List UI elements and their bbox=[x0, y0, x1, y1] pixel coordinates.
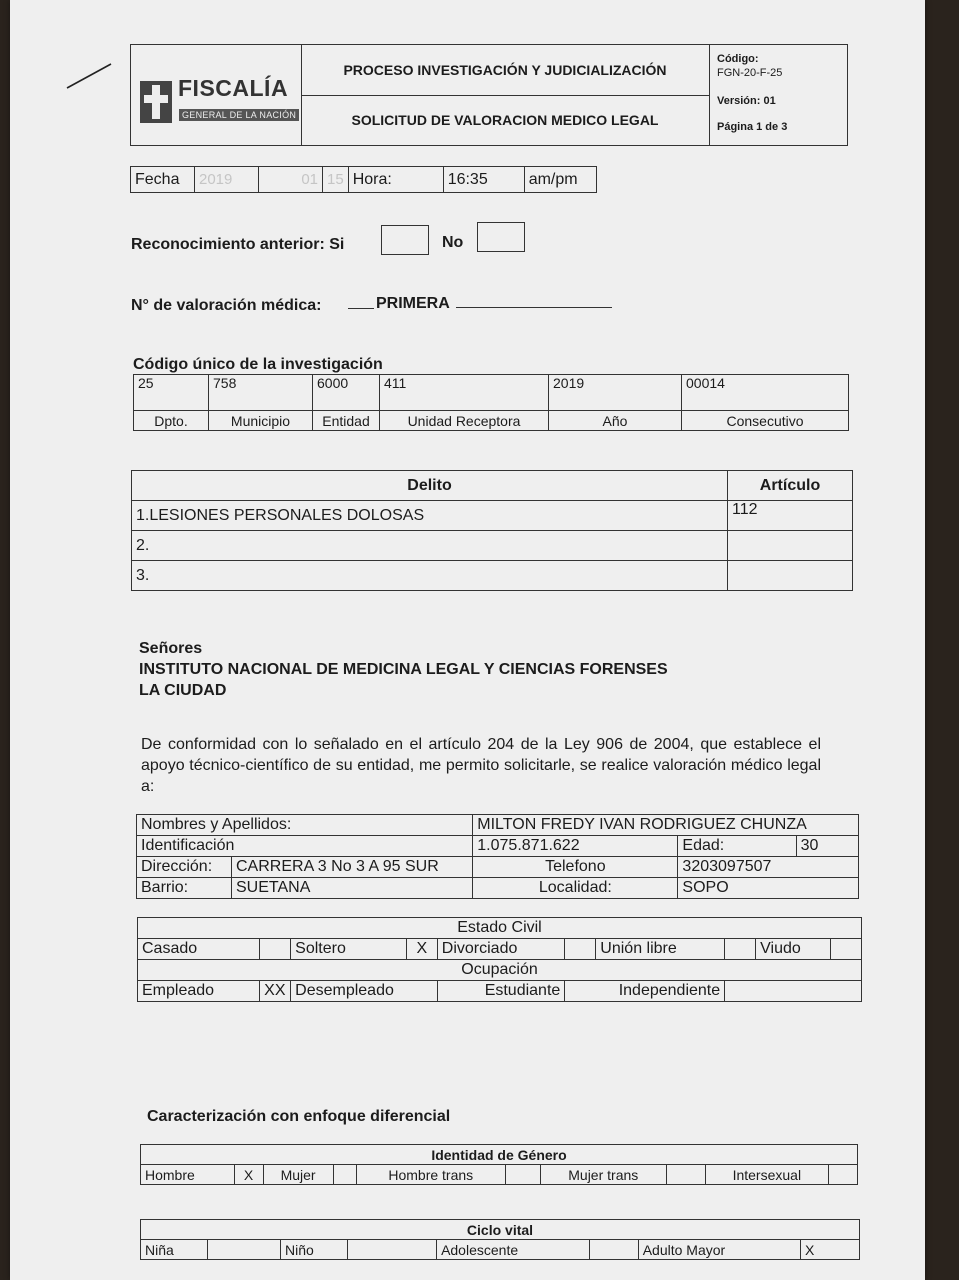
mujer-trans-label: Mujer trans bbox=[540, 1165, 666, 1185]
label-dpto: Dpto. bbox=[134, 411, 209, 431]
date-row bbox=[130, 166, 597, 193]
adolescente-label: Adolescente bbox=[437, 1240, 590, 1260]
valoracion-value: PRIMERA bbox=[376, 295, 450, 312]
codigo-dpto: 25 bbox=[134, 375, 209, 411]
recon-label: Reconocimiento anterior: Si bbox=[131, 236, 345, 253]
codigo-consecutivo: 00014 bbox=[682, 375, 849, 411]
viudo-label: Viudo bbox=[756, 939, 831, 960]
empleado-box[interactable]: XX bbox=[260, 981, 291, 1002]
independiente-label: Independiente bbox=[565, 981, 725, 1002]
document-header bbox=[130, 44, 848, 146]
ocupacion-title: Ocupación bbox=[138, 960, 862, 981]
divorciado-label: Divorciado bbox=[437, 939, 565, 960]
label-entidad: Entidad bbox=[313, 411, 380, 431]
independiente-box[interactable] bbox=[725, 981, 862, 1002]
document-title: SOLICITUD DE VALORACION MEDICO LEGAL bbox=[301, 95, 710, 145]
valoracion-label: N° de valoración médica: bbox=[131, 297, 322, 314]
logo-subtitle: GENERAL DE LA NACIÓN bbox=[179, 109, 299, 121]
mujer-box[interactable] bbox=[333, 1165, 356, 1185]
person-table bbox=[136, 814, 859, 899]
divorciado-box[interactable] bbox=[565, 939, 596, 960]
nombres-label: Nombres y Apellidos: bbox=[137, 815, 473, 836]
genero-table bbox=[140, 1144, 858, 1185]
genero-title: Identidad de Género bbox=[141, 1145, 858, 1165]
table-row bbox=[132, 531, 853, 561]
fecha-month: 01 bbox=[259, 167, 323, 193]
ampm: am/pm bbox=[524, 167, 596, 193]
code-label: Código: bbox=[717, 53, 759, 65]
nino-label: Niño bbox=[281, 1240, 348, 1260]
hombre-box[interactable]: X bbox=[234, 1165, 263, 1185]
casado-box[interactable] bbox=[260, 939, 291, 960]
empleado-label: Empleado bbox=[138, 981, 260, 1002]
page-number: Página 1 de 3 bbox=[717, 121, 788, 133]
code-value: FGN-20-F-25 bbox=[717, 67, 783, 79]
process-title: PROCESO INVESTIGACIÓN Y JUDICIALIZACIÓN bbox=[301, 45, 710, 96]
nina-label: Niña bbox=[141, 1240, 208, 1260]
label-municipio: Municipio bbox=[209, 411, 313, 431]
body-paragraph: De conformidad con lo señalado en el artículo 204 de la Ley 906 de 2004, que establece el apoyo técnico-científico de su entidad, me permito solicitarle, se realice valoración médico legal a: bbox=[141, 736, 821, 795]
version: Versión: 01 bbox=[717, 95, 776, 107]
fecha-year: 2019 bbox=[195, 167, 259, 193]
tel-value: 3203097507 bbox=[678, 857, 859, 878]
delito-cell: 3. bbox=[132, 561, 728, 591]
codigo-unidad: 411 bbox=[380, 375, 549, 411]
mujer-label: Mujer bbox=[263, 1165, 333, 1185]
recon-no-box[interactable] bbox=[477, 222, 525, 252]
address-line-2: INSTITUTO NACIONAL DE MEDICINA LEGAL Y CIENCIAS FORENSES bbox=[139, 661, 668, 678]
intersexual-box[interactable] bbox=[829, 1165, 858, 1185]
shield-icon bbox=[139, 80, 173, 124]
address-line-3: LA CIUDAD bbox=[139, 682, 227, 699]
logo-title: FISCALÍA bbox=[178, 75, 289, 101]
codigo-anio: 2019 bbox=[549, 375, 682, 411]
loc-label: Localidad: bbox=[473, 878, 678, 899]
table-row bbox=[132, 561, 853, 591]
tel-label: Telefono bbox=[473, 857, 678, 878]
hombre-trans-box[interactable] bbox=[505, 1165, 540, 1185]
loc-value: SOPO bbox=[678, 878, 859, 899]
fecha-label: Fecha bbox=[131, 167, 195, 193]
edad-value: 30 bbox=[796, 836, 858, 857]
label-consecutivo: Consecutivo bbox=[682, 411, 849, 431]
delito-table bbox=[131, 470, 853, 591]
dir-label: Dirección: bbox=[137, 857, 232, 878]
document-page bbox=[10, 0, 925, 1280]
desempleado-label: Desempleado bbox=[291, 981, 438, 1002]
codigo-table bbox=[133, 374, 849, 431]
articulo-header: Artículo bbox=[728, 471, 853, 501]
label-anio: Año bbox=[549, 411, 682, 431]
recon-si-box[interactable] bbox=[381, 225, 429, 255]
caracterizacion-title: Caracterización con enfoque diferencial bbox=[147, 1108, 451, 1125]
viudo-box[interactable] bbox=[831, 939, 862, 960]
delito-cell: 2. bbox=[132, 531, 728, 561]
valoracion-line bbox=[456, 307, 612, 308]
ciclo-title: Ciclo vital bbox=[141, 1220, 860, 1240]
id-label: Identificación bbox=[137, 836, 473, 857]
union-label: Unión libre bbox=[596, 939, 725, 960]
articulo-cell bbox=[728, 561, 853, 591]
estado-table bbox=[137, 917, 862, 1002]
pen-mark-icon bbox=[65, 60, 115, 92]
nombres-value: MILTON FREDY IVAN RODRIGUEZ CHUNZA bbox=[473, 815, 859, 836]
edad-label: Edad: bbox=[678, 836, 796, 857]
label-unidad: Unidad Receptora bbox=[380, 411, 549, 431]
valoracion-underline bbox=[348, 308, 374, 309]
hombre-trans-label: Hombre trans bbox=[356, 1165, 505, 1185]
adulto-box[interactable]: X bbox=[801, 1240, 860, 1260]
intersexual-label: Intersexual bbox=[705, 1165, 828, 1185]
codigo-title: Código único de la investigación bbox=[133, 356, 383, 373]
articulo-cell bbox=[728, 531, 853, 561]
delito-cell: 1.LESIONES PERSONALES DOLOSAS bbox=[132, 501, 728, 531]
logo-block bbox=[131, 45, 302, 145]
soltero-label: Soltero bbox=[291, 939, 407, 960]
codigo-entidad: 6000 bbox=[313, 375, 380, 411]
casado-label: Casado bbox=[138, 939, 260, 960]
adolescente-box[interactable] bbox=[589, 1240, 638, 1260]
delito-header: Delito bbox=[132, 471, 728, 501]
codigo-municipio: 758 bbox=[209, 375, 313, 411]
hora-value: 16:35 bbox=[443, 167, 524, 193]
fecha-day: 15 bbox=[323, 167, 349, 193]
estado-title: Estado Civil bbox=[138, 918, 862, 939]
nina-box[interactable] bbox=[208, 1240, 281, 1260]
articulo-cell: 112 bbox=[728, 501, 853, 531]
hora-label: Hora: bbox=[348, 167, 443, 193]
barrio-value: SUETANA bbox=[232, 878, 473, 899]
barrio-label: Barrio: bbox=[137, 878, 232, 899]
nino-box[interactable] bbox=[348, 1240, 437, 1260]
addressee bbox=[139, 638, 668, 701]
address-line-1: Señores bbox=[139, 640, 203, 657]
adulto-label: Adulto Mayor bbox=[638, 1240, 800, 1260]
union-box[interactable] bbox=[725, 939, 756, 960]
hombre-label: Hombre bbox=[141, 1165, 235, 1185]
id-value: 1.075.871.622 bbox=[473, 836, 678, 857]
mujer-trans-box[interactable] bbox=[666, 1165, 705, 1185]
ciclo-table bbox=[140, 1219, 860, 1260]
recon-no-label: No bbox=[442, 234, 464, 251]
estudiante-label: Estudiante bbox=[437, 981, 565, 1002]
table-row bbox=[132, 501, 853, 531]
dir-value: CARRERA 3 No 3 A 95 SUR bbox=[232, 857, 473, 878]
soltero-box[interactable]: X bbox=[406, 939, 437, 960]
